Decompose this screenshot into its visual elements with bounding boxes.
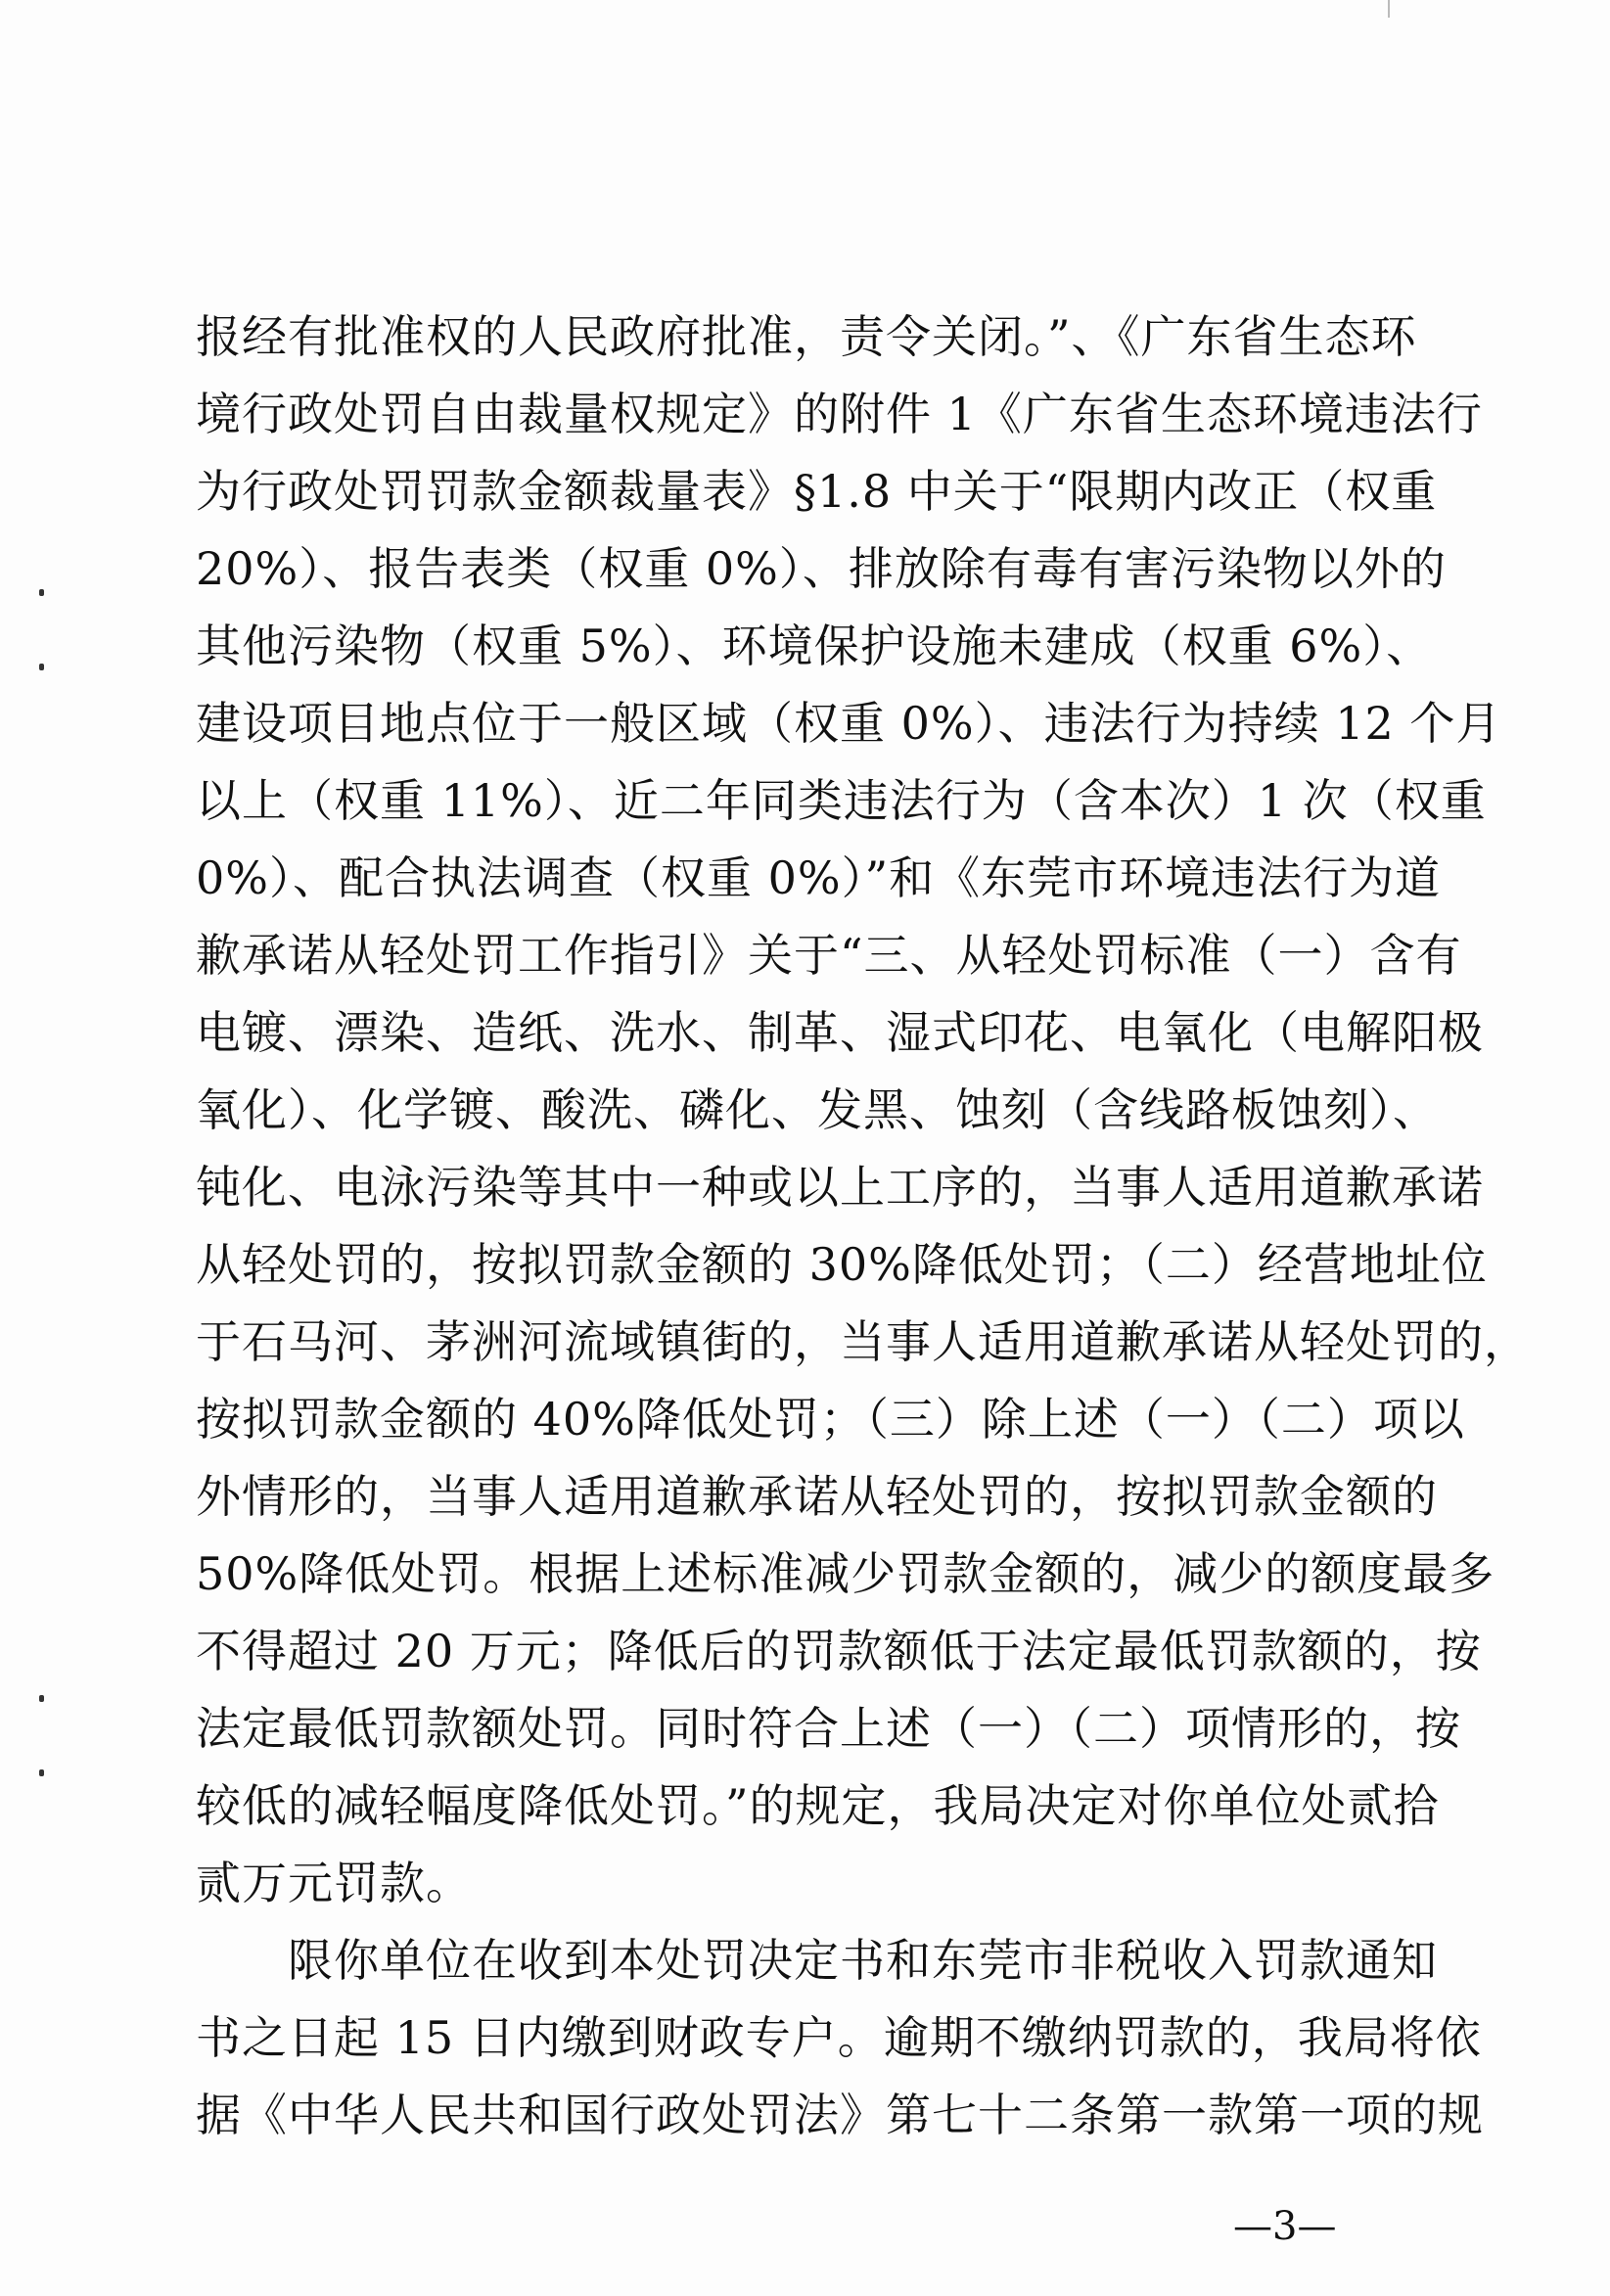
paragraph-payment-deadline [196,1922,1484,2154]
text-line: 限你单位在收到本处罚决定书和东莞市非税收入罚款通知 [288,1934,1438,1987]
text-line: 较低的减轻幅度降低处罚。”的规定，我局决定对你单位处贰拾 [196,1779,1440,1832]
text-line: 钝化、电泳污染等其中一种或以上工序的，当事人适用道歉承诺 [196,1161,1484,1214]
text-line: 其他污染物（权重 5%）、环境保护设施未建成（权重 6%）、 [196,620,1433,672]
text-line: 0%）、配合执法调查（权重 0%）”和《东莞市环境违法行为道 [196,851,1442,904]
text-line: 氧化）、化学镀、酸洗、磷化、发黑、蚀刻（含线路板蚀刻）、 [196,1083,1439,1136]
binding-hole-mark [39,1769,44,1776]
scan-edge-mark [1388,0,1390,18]
text-line: 以上（权重 11%）、近二年同类违法行为（含本次）1 次（权重 [196,774,1487,827]
text-line: 外情形的，当事人适用道歉承诺从轻处罚的，按拟罚款金额的 [196,1470,1438,1523]
text-line: 境行政处罚自由裁量权规定》的附件 1《广东省生态环境违法行 [196,388,1483,440]
text-line: 不得超过 20 万元；降低后的罚款额低于法定最低罚款额的，按 [196,1625,1482,1677]
text-line: 报经有批准权的人民政府批准，责令关闭。”、《广东省生态环 [196,310,1417,363]
binding-hole-mark [39,1695,44,1702]
text-line: 电镀、漂染、造纸、洗水、制革、湿式印花、电氧化（电解阳极 [196,1006,1484,1059]
text-line: 歉承诺从轻处罚工作指引》关于“三、从轻处罚标准（一）含有 [196,929,1462,982]
text-line: 按拟罚款金额的 40%降低处罚；（三）除上述（一）（二）项以 [196,1393,1465,1446]
binding-hole-mark [39,589,44,596]
text-line: 贰万元罚款。 [196,1857,472,1909]
text-line: 50%降低处罚。根据上述标准减少罚款金额的，减少的额度最多 [196,1547,1495,1600]
text-line: 据《中华人民共和国行政处罚法》第七十二条第一款第一项的规 [196,2089,1484,2141]
text-line: 从轻处罚的，按拟罚款金额的 30%降低处罚；（二）经营地址位 [196,1238,1488,1291]
page-number: —3— [1233,2204,1337,2249]
text-line: 20%）、报告表类（权重 0%）、排放除有毒有害污染物以外的 [196,542,1447,595]
text-line: 法定最低罚款额处罚。同时符合上述（一）（二）项情形的，按 [196,1702,1461,1755]
text-line: 书之日起 15 日内缴到财政专户。逾期不缴纳罚款的，我局将依 [196,2011,1482,2064]
text-line: 于石马河、茅洲河流域镇街的，当事人适用道歉承诺从轻处罚的， [196,1315,1530,1368]
document-body [196,298,1530,2154]
text-line: 为行政处罚罚款金额裁量表》§1.8 中关于“限期内改正（权重 [196,465,1438,518]
text-line: 建设项目地点位于一般区域（权重 0%）、违法行为持续 12 个月 [196,697,1502,750]
paragraph-penalty-basis [196,298,1530,1922]
binding-hole-mark [39,664,44,670]
